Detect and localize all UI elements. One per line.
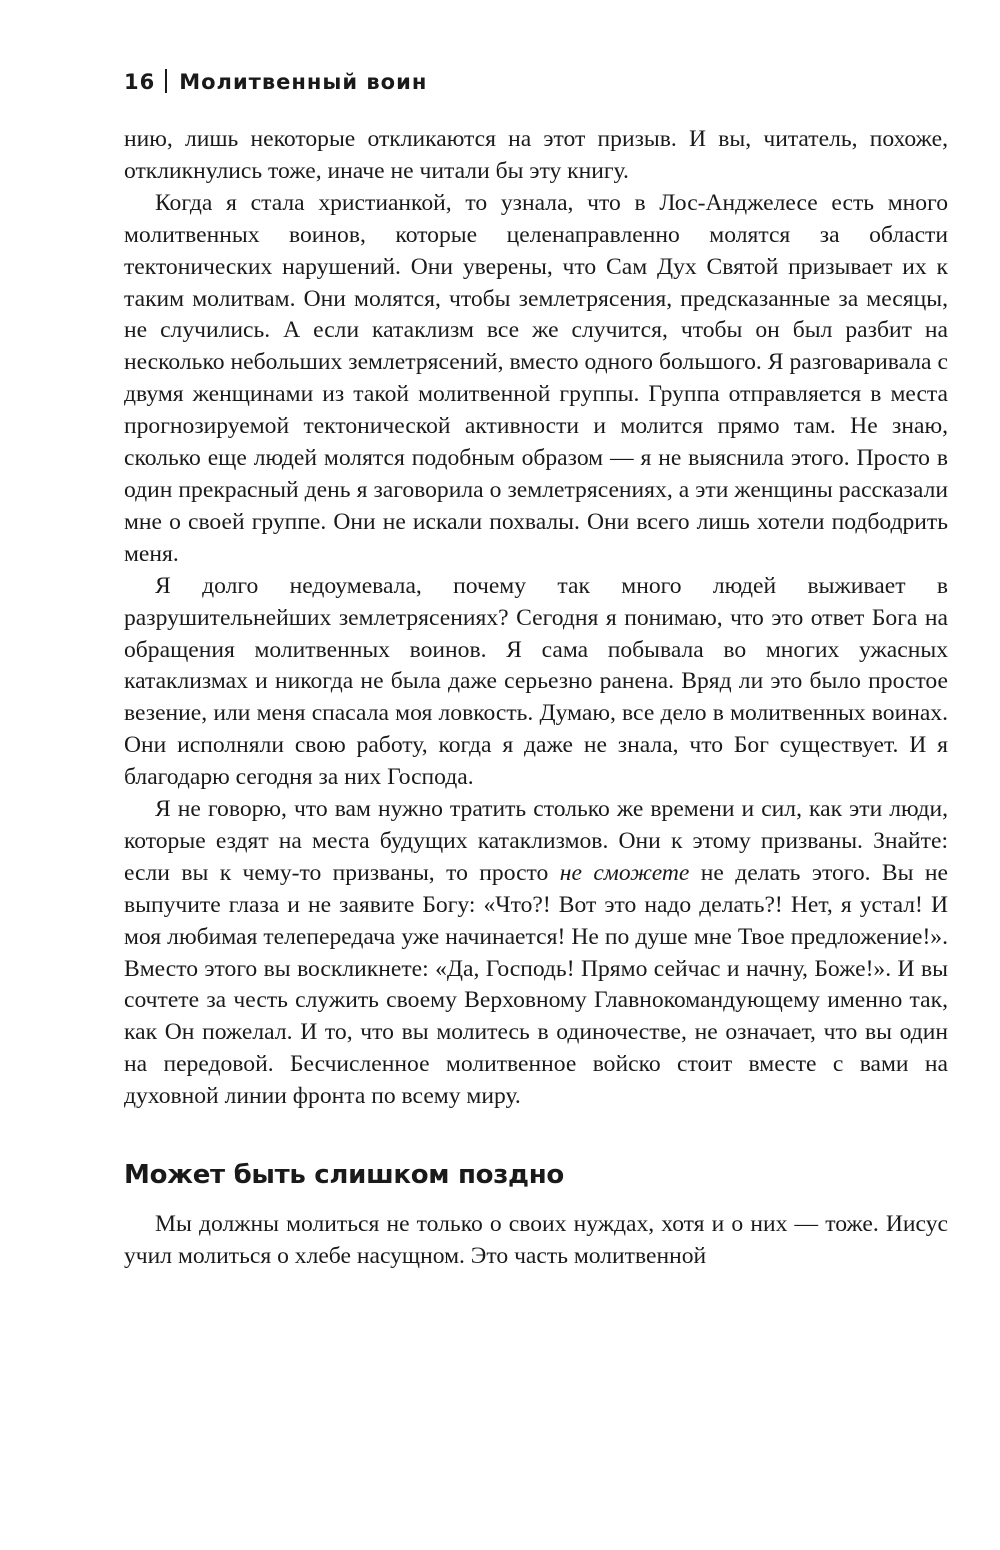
paragraph-continuation: нию, лишь некоторые откликаются на этот призыв. И вы, читатель, похоже, откликнулись тоже, иначе не читали бы эту книгу. [124,126,948,184]
running-header [124,62,948,102]
paragraph-calling-part1: Я не говорю, что вам нужно тратить столько же времени и сил, как эти люди, которые ездят на места будущих катаклизмов. Они к этому призваны. Знайте: если вы к чему-то призваны, то просто [124,796,948,886]
book-page [124,62,948,1273]
paragraph-survival: Я долго недоумевала, почему так много людей выживает в разрушительнейших землетрясениях? Сегодня я понимаю, что это ответ Бога на обращения молитвенных воинов. Я сама побывала во многих ужасных катаклизмах и никогда не была даже серьезно ранена. Вряд ли это было простое везение, или меня спасала моя ловкость. Думаю, все дело в молитвенных воинах. Они исполняли свою работу, когда я даже не знала, что Бог существует. И я благодарю сегодня за них Господа. [124,572,948,791]
section-heading: Может быть слишком поздно [124,1160,564,1191]
book-title: Молитвенный воин [179,70,428,94]
page-number: 16 [124,70,156,94]
header-separator [165,69,167,93]
section-text [124,1209,948,1273]
paragraph-calling-part2: не делать этого. Вы не выпучите глаза и не заявите Богу: «Что?! Вот это надо делать?! Нет, я устал! И моя любимая телепередача уже начинается! Не по душе мне Твое предложение!». Вместо этого вы воскликнете: «Да, Господь! Прямо сейчас и начну, Боже!». И вы сочтете за честь служить своему Верховному Главнокомандующему именно так, как Он пожелал. И то, что вы молитесь в одиночестве, не означает, что вы один на передовой. Бесчисленное молитвенное войско стоит вместе с вами на духовной линии фронта по всему миру. [124,859,948,1110]
paragraph-calling [124,794,948,1113]
main-text [124,124,948,1113]
paragraph-los-angeles: Когда я стала христианкой, то узнала, что в Лос-Анджелесе есть много молитвенных воинов, которые целенаправленно молятся за области тектонических нарушений. Они уверены, что Сам Дух Святой призывает их к таким молитвам. Они молятся, чтобы землетрясения, предсказанные за месяцы, не случились. А если катаклизм все же случится, чтобы он был разбит на несколько небольших землетрясений, вместо одного большого. Я разговаривала с двумя женщинами из такой молитвенной группы. Группа отправляется в места прогнозируемой тектонической активности и молится прямо там. Не знаю, сколько еще людей молятся подобным образом — я не выяснила этого. Просто в один прекрасный день я заговорила о землетрясениях, а эти женщины рассказали мне о своей группе. Они не искали похвалы. Они всего лишь хотели подбодрить меня. [124,189,948,567]
paragraph-section-start: Мы должны молиться не только о своих нуждах, хотя и о них — тоже. Иисус учил молиться о хлебе насущном. Это часть молитвенной [124,1211,948,1269]
emphasis-ne-smozhete: не сможете [559,859,690,886]
